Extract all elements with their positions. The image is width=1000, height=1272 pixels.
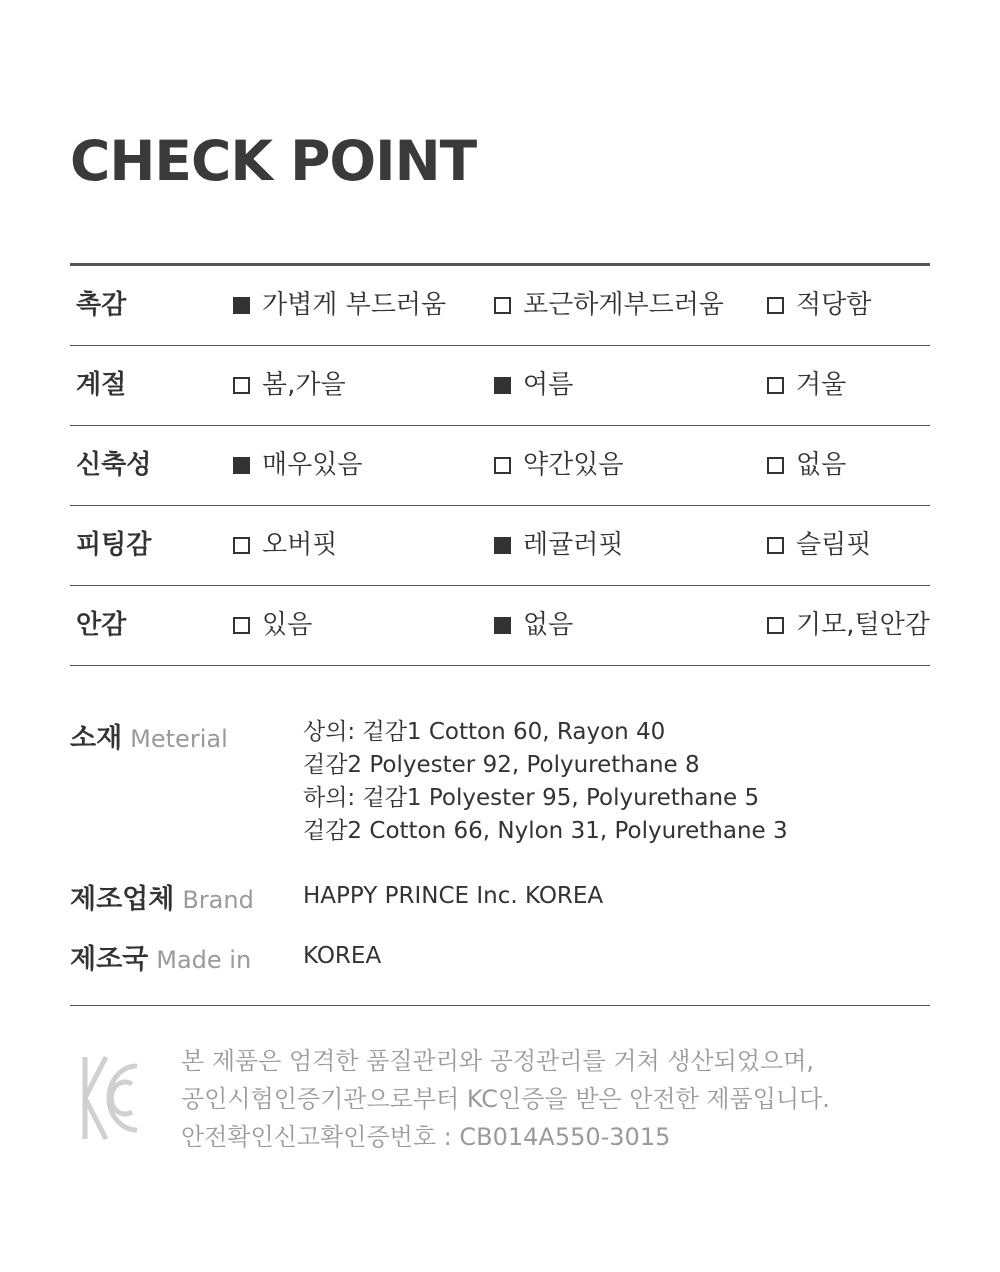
checkpoint-option bbox=[767, 426, 846, 505]
checkpoint-option bbox=[233, 586, 312, 665]
material-label bbox=[70, 716, 228, 755]
checkpoint-option bbox=[233, 506, 337, 585]
checkpoint-table bbox=[70, 263, 930, 666]
unchecked-box-icon bbox=[494, 457, 511, 474]
checkpoint-option bbox=[494, 266, 724, 345]
checkpoint-option-label: 여름 bbox=[523, 370, 574, 400]
checkpoint-option bbox=[494, 346, 573, 425]
unchecked-box-icon bbox=[767, 457, 784, 474]
notice-line: 안전확인신고확인증번호 : CB014A550-3015 bbox=[181, 1123, 671, 1151]
brand-value: HAPPY PRINCE Inc. KOREA bbox=[303, 883, 604, 909]
material-line: 겉감2 Cotton 66, Nylon 31, Polyurethane 3 bbox=[303, 818, 788, 844]
checkpoint-option-label: 약간있음 bbox=[523, 450, 624, 480]
checkpoint-row bbox=[70, 586, 930, 666]
checkpoint-option-label: 겨울 bbox=[796, 370, 847, 400]
unchecked-box-icon bbox=[494, 297, 511, 314]
checkpoint-row-label: 피팅감 bbox=[76, 530, 152, 560]
checked-box-icon bbox=[494, 377, 511, 394]
notice-line: 공인시험인증기관으로부터 KC인증을 받은 안전한 제품입니다. bbox=[181, 1085, 830, 1113]
checkpoint-option-label: 포근하게부드러움 bbox=[523, 290, 724, 320]
material-label-ko: 소재 bbox=[70, 723, 123, 754]
brand-label-ko: 제조업체 bbox=[70, 884, 175, 915]
checkpoint-row-label: 계절 bbox=[76, 370, 127, 400]
origin-section bbox=[70, 937, 930, 977]
checkpoint-row bbox=[70, 506, 930, 586]
material-values bbox=[303, 716, 788, 848]
checkpoint-option-label: 없음 bbox=[796, 450, 847, 480]
checked-box-icon bbox=[494, 617, 511, 634]
material-line: 겉감2 Polyester 92, Polyurethane 8 bbox=[303, 752, 700, 778]
checkpoint-option-label: 오버핏 bbox=[262, 530, 338, 560]
unchecked-box-icon bbox=[767, 537, 784, 554]
checkpoint-row bbox=[70, 346, 930, 426]
brand-label bbox=[70, 877, 254, 916]
checked-box-icon bbox=[233, 297, 250, 314]
checked-box-icon bbox=[233, 457, 250, 474]
unchecked-box-icon bbox=[233, 617, 250, 634]
section-divider bbox=[70, 1005, 930, 1006]
unchecked-box-icon bbox=[233, 377, 250, 394]
checkpoint-option-label: 봄,가을 bbox=[262, 370, 346, 400]
unchecked-box-icon bbox=[233, 537, 250, 554]
material-section bbox=[70, 716, 930, 856]
unchecked-box-icon bbox=[767, 297, 784, 314]
brand-label-en: Brand bbox=[182, 886, 254, 914]
checkpoint-option-label: 레귤러핏 bbox=[523, 530, 624, 560]
checkpoint-option-label: 있음 bbox=[262, 610, 313, 640]
checkpoint-option-label: 없음 bbox=[523, 610, 574, 640]
checkpoint-option bbox=[494, 506, 623, 585]
checkpoint-option bbox=[767, 506, 871, 585]
unchecked-box-icon bbox=[767, 617, 784, 634]
checkpoint-option bbox=[233, 266, 446, 345]
checkpoint-option bbox=[767, 346, 846, 425]
origin-value: KOREA bbox=[303, 943, 382, 969]
brand-section bbox=[70, 877, 930, 917]
origin-label bbox=[70, 937, 251, 976]
checkpoint-option-label: 기모,털안감 bbox=[796, 610, 930, 640]
kc-certification-icon bbox=[82, 1054, 140, 1142]
checkpoint-option bbox=[233, 346, 346, 425]
checked-box-icon bbox=[494, 537, 511, 554]
checkpoint-option-label: 가볍게 부드러움 bbox=[262, 290, 447, 320]
origin-label-en: Made in bbox=[156, 946, 252, 974]
checkpoint-option bbox=[494, 426, 623, 505]
checkpoint-row bbox=[70, 266, 930, 346]
checkpoint-row bbox=[70, 426, 930, 506]
checkpoint-option bbox=[767, 586, 930, 665]
checkpoint-option-label: 적당함 bbox=[796, 290, 872, 320]
checkpoint-option-label: 슬림핏 bbox=[796, 530, 872, 560]
checkpoint-option bbox=[233, 426, 362, 505]
page-title: CHECK POINT bbox=[70, 129, 477, 193]
checkpoint-row-label: 안감 bbox=[76, 610, 127, 640]
notice-line: 본 제품은 엄격한 품질관리와 공정관리를 거쳐 생산되었으며, bbox=[181, 1047, 815, 1075]
origin-label-ko: 제조국 bbox=[70, 944, 149, 975]
material-line: 상의: 겉감1 Cotton 60, Rayon 40 bbox=[303, 719, 666, 745]
checkpoint-option-label: 매우있음 bbox=[262, 450, 363, 480]
checkpoint-option bbox=[767, 266, 871, 345]
unchecked-box-icon bbox=[767, 377, 784, 394]
checkpoint-row-label: 신축성 bbox=[76, 450, 152, 480]
checkpoint-option bbox=[494, 586, 573, 665]
checkpoint-row-label: 촉감 bbox=[76, 290, 127, 320]
material-line: 하의: 겉감1 Polyester 95, Polyurethane 5 bbox=[303, 785, 760, 811]
certification-notice bbox=[181, 1042, 830, 1156]
material-label-en: Meterial bbox=[130, 725, 228, 753]
